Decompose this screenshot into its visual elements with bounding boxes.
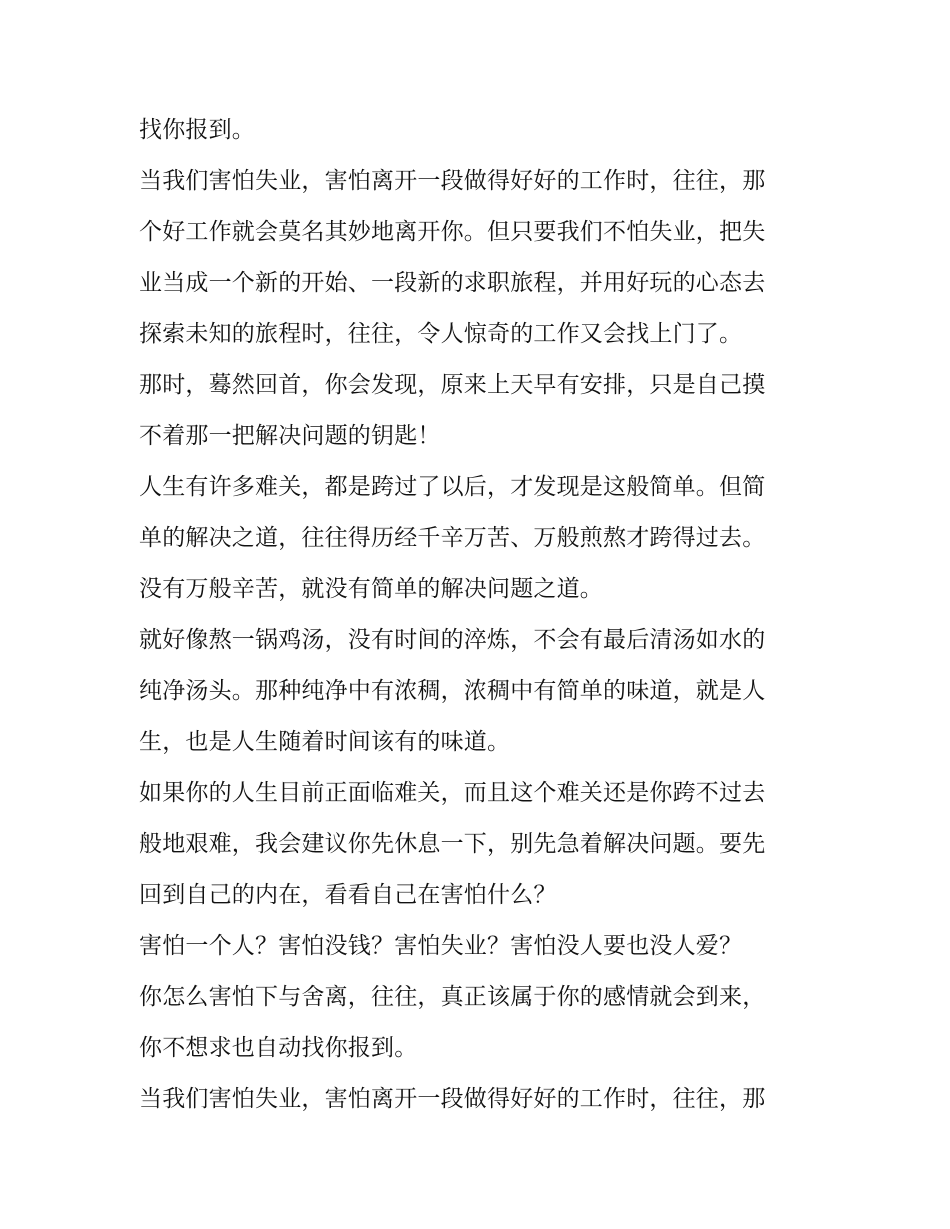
text-line: 人生有许多难关，都是跨过了以后，才发现是这般简单。但简 <box>139 474 766 500</box>
text-line: 不着那一把解决问题的钥匙！ <box>139 423 441 449</box>
text-line: 业当成一个新的开始、一段新的求职旅程，并用好玩的心态去 <box>139 270 766 296</box>
text-line: 生，也是人生随着时间该有的味道。 <box>139 729 511 755</box>
text-line: 如果你的人生目前正面临难关，而且这个难关还是你跨不过去 <box>139 780 766 806</box>
text-line: 没有万般辛苦，就没有简单的解决问题之道。 <box>139 576 603 602</box>
text-line: 探索未知的旅程时，往往，令人惊奇的工作又会找上门了。 <box>139 321 743 347</box>
text-line: 害怕一个人？害怕没钱？害怕失业？害怕没人要也没人爱？ <box>139 933 743 959</box>
text-line: 回到自己的内在，看看自己在害怕什么？ <box>139 882 557 908</box>
text-line: 单的解决之道，往往得历经千辛万苦、万般煎熬才跨得过去。 <box>139 525 766 551</box>
text-line: 般地艰难，我会建议你先休息一下，别先急着解决问题。要先 <box>139 831 766 857</box>
text-line: 当我们害怕失业，害怕离开一段做得好好的工作时，往往，那 <box>139 1086 766 1112</box>
document-body <box>139 105 819 1125</box>
text-line: 那时，蓦然回首，你会发现，原来上天早有安排，只是自己摸 <box>139 372 766 398</box>
text-line: 纯净汤头。那种纯净中有浓稠，浓稠中有简单的味道，就是人 <box>139 678 766 704</box>
text-line: 当我们害怕失业，害怕离开一段做得好好的工作时，往往，那 <box>139 168 766 194</box>
text-line: 你怎么害怕下与舍离，往往，真正该属于你的感情就会到来， <box>139 984 766 1010</box>
text-line: 个好工作就会莫名其妙地离开你。但只要我们不怕失业，把失 <box>139 219 766 245</box>
text-line: 就好像熬一锅鸡汤，没有时间的淬炼，不会有最后清汤如水的 <box>139 627 766 653</box>
text-line: 找你报到。 <box>139 117 255 143</box>
text-line: 你不想求也自动找你报到。 <box>139 1035 418 1061</box>
